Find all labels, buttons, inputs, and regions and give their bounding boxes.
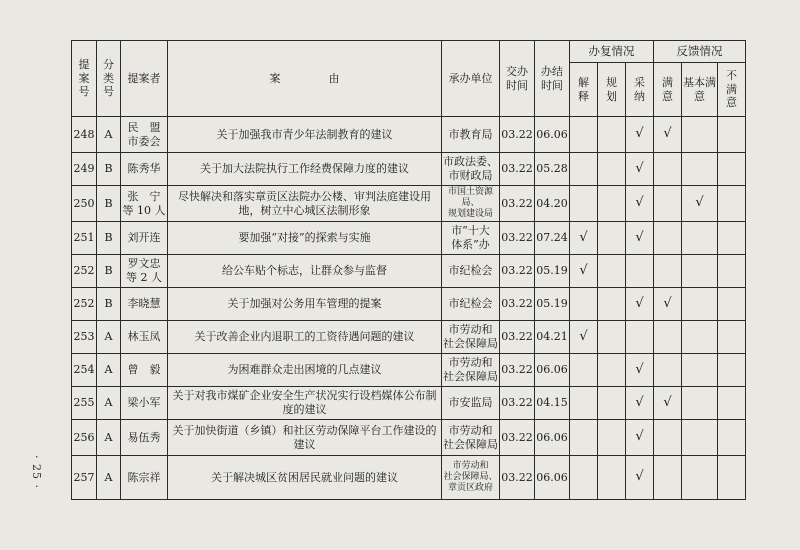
cell-mark-unsatisfied: [718, 387, 746, 420]
cell-line: 市劳动和: [448, 423, 493, 437]
cell-id: 252: [72, 288, 97, 321]
table-row: [72, 354, 746, 387]
cell-category: A: [97, 420, 121, 456]
cell-mark-explain: [570, 153, 598, 186]
header-done: 办结 时间: [535, 41, 570, 117]
cell-line: 刘开连: [127, 231, 161, 245]
cell-mark-plan: [598, 354, 626, 387]
cell-mark-basic: [682, 354, 718, 387]
cell-line: 林玉凤: [127, 330, 161, 344]
table-row: [72, 387, 746, 420]
cell-category: B: [97, 255, 121, 288]
cell-proposer: [121, 255, 168, 288]
cell-line: 陈宗祥: [127, 470, 161, 484]
cell-case: 关于加强我市青少年法制教育的建议: [168, 117, 442, 153]
cell-line: 市纪检会: [448, 297, 493, 311]
cell-done: 05.19: [535, 255, 570, 288]
cell-mark-plan: [598, 153, 626, 186]
header-row-top: [72, 41, 746, 63]
cell-unit: [442, 354, 500, 387]
header-id: 提 案 号: [72, 41, 97, 117]
cell-unit: [442, 288, 500, 321]
cell-done: 06.06: [535, 117, 570, 153]
cell-mark-adopt: √: [626, 420, 654, 456]
cell-id: 251: [72, 222, 97, 255]
cell-mark-unsatisfied: [718, 117, 746, 153]
cell-unit: [442, 387, 500, 420]
header-case: 案由: [168, 41, 442, 117]
cell-line: 梁小军: [127, 396, 161, 410]
cell-done: 04.20: [535, 186, 570, 222]
cell-mark-unsatisfied: [718, 354, 746, 387]
cell-mark-adopt: √: [626, 288, 654, 321]
cell-mark-satisfied: [654, 321, 682, 354]
cell-mark-adopt: √: [626, 354, 654, 387]
cell-mark-adopt: √: [626, 222, 654, 255]
cell-case: 关于解决城区贫困居民就业问题的建议: [168, 456, 442, 500]
cell-line: 规划建设局: [447, 209, 493, 220]
cell-line: 等 2 人: [126, 271, 162, 284]
cell-category: A: [97, 354, 121, 387]
table-body: [72, 117, 746, 500]
cell-id: 255: [72, 387, 97, 420]
cell-proposer: [121, 456, 168, 500]
cell-mark-plan: [598, 420, 626, 456]
cell-line: 曾 毅: [127, 363, 161, 377]
cell-id: 254: [72, 354, 97, 387]
cell-line: 市劳动和: [452, 460, 489, 471]
cell-line: 罗文忠: [127, 257, 161, 271]
cell-handover: 03.22: [500, 153, 535, 186]
cell-case: 关于加大法院执行工作经费保障力度的建议: [168, 153, 442, 186]
cell-mark-basic: [682, 153, 718, 186]
cell-mark-unsatisfied: [718, 186, 746, 222]
header-handover: 交办 时间: [500, 41, 535, 117]
header-feedback-group: 反馈情况: [654, 41, 746, 63]
cell-done: 06.06: [535, 354, 570, 387]
cell-handover: 03.22: [500, 354, 535, 387]
cell-mark-adopt: √: [626, 117, 654, 153]
cell-proposer: [121, 354, 168, 387]
cell-proposer: [121, 186, 168, 222]
cell-done: 07.24: [535, 222, 570, 255]
cell-proposer: [121, 321, 168, 354]
cell-case: 尽快解决和落实章贡区法院办公楼、审判法庭建设用地，树立中心城区法制形象: [168, 186, 442, 222]
cell-proposer: [121, 288, 168, 321]
header-reply-group: 办复情况: [570, 41, 654, 63]
header-satisfied: 满 意: [654, 63, 682, 117]
cell-mark-unsatisfied: [718, 456, 746, 500]
proposal-table: [71, 40, 746, 500]
cell-mark-satisfied: [654, 255, 682, 288]
cell-mark-basic: [682, 420, 718, 456]
cell-line: 李晓慧: [127, 297, 161, 311]
cell-mark-satisfied: [654, 354, 682, 387]
cell-unit: [442, 456, 500, 500]
cell-mark-explain: [570, 456, 598, 500]
cell-mark-basic: [682, 288, 718, 321]
cell-id: 250: [72, 186, 97, 222]
cell-mark-basic: [682, 387, 718, 420]
cell-mark-satisfied: [654, 186, 682, 222]
header-explain: 解 释: [570, 63, 598, 117]
table-row: [72, 420, 746, 456]
table-row: [72, 222, 746, 255]
cell-unit: [442, 153, 500, 186]
cell-category: A: [97, 456, 121, 500]
cell-line: 市“十大: [451, 224, 490, 238]
table-row: [72, 186, 746, 222]
cell-mark-unsatisfied: [718, 288, 746, 321]
cell-line: 市政法委、: [443, 155, 498, 169]
cell-done: 04.21: [535, 321, 570, 354]
cell-category: B: [97, 288, 121, 321]
cell-handover: 03.22: [500, 186, 535, 222]
table-row: [72, 288, 746, 321]
cell-unit: [442, 117, 500, 153]
cell-unit: [442, 255, 500, 288]
cell-done: 05.28: [535, 153, 570, 186]
cell-mark-unsatisfied: [718, 255, 746, 288]
cell-line: 陈秀华: [127, 162, 161, 176]
cell-mark-explain: √: [570, 321, 598, 354]
cell-proposer: [121, 153, 168, 186]
table-row: [72, 153, 746, 186]
cell-category: A: [97, 321, 121, 354]
cell-mark-satisfied: √: [654, 387, 682, 420]
cell-line: 民 盟: [127, 120, 161, 134]
cell-case: 要加强“对接”的探索与实施: [168, 222, 442, 255]
cell-handover: 03.22: [500, 387, 535, 420]
cell-mark-explain: √: [570, 222, 598, 255]
cell-case: 给公车贴个标志，让群众参与监督: [168, 255, 442, 288]
header-unit: 承办单位: [442, 41, 500, 117]
cell-handover: 03.22: [500, 117, 535, 153]
cell-category: A: [97, 387, 121, 420]
cell-mark-basic: [682, 222, 718, 255]
cell-mark-plan: [598, 117, 626, 153]
cell-mark-unsatisfied: [718, 321, 746, 354]
cell-mark-plan: [598, 321, 626, 354]
cell-mark-plan: [598, 186, 626, 222]
cell-mark-explain: [570, 387, 598, 420]
cell-line: 市财政局: [448, 169, 493, 182]
cell-line: 体系”办: [451, 238, 490, 251]
cell-mark-adopt: √: [626, 153, 654, 186]
cell-mark-basic: [682, 456, 718, 500]
cell-unit: [442, 222, 500, 255]
cell-line: 张 宁: [127, 189, 161, 203]
cell-mark-explain: √: [570, 255, 598, 288]
page-number: · 25 ·: [30, 455, 43, 489]
cell-mark-adopt: [626, 321, 654, 354]
cell-unit: [442, 186, 500, 222]
cell-line: 社会保障局: [443, 370, 498, 383]
header-unsatisfied: 不 满 意: [718, 63, 746, 117]
cell-id: 256: [72, 420, 97, 456]
cell-line: 市劳动和: [448, 356, 493, 370]
cell-mark-explain: [570, 288, 598, 321]
cell-line: 市委会: [127, 134, 161, 148]
cell-proposer: [121, 387, 168, 420]
cell-mark-adopt: √: [626, 186, 654, 222]
cell-id: 253: [72, 321, 97, 354]
cell-line: 市纪检会: [448, 264, 493, 278]
cell-line: 章贡区政府: [447, 483, 493, 494]
cell-mark-plan: [598, 456, 626, 500]
cell-line: 社会保障局: [443, 437, 498, 451]
cell-done: 04.15: [535, 387, 570, 420]
cell-proposer: [121, 222, 168, 255]
cell-done: 06.06: [535, 420, 570, 456]
cell-handover: 03.22: [500, 456, 535, 500]
table-row: [72, 456, 746, 500]
cell-mark-explain: [570, 186, 598, 222]
cell-id: 248: [72, 117, 97, 153]
header-adopt: 采 纳: [626, 63, 654, 117]
cell-mark-satisfied: [654, 456, 682, 500]
cell-mark-basic: [682, 117, 718, 153]
cell-case: 关于对我市煤矿企业安全生产状况实行设档媒体公布制度的建议: [168, 387, 442, 420]
cell-line: 市安监局: [448, 396, 493, 410]
table-row: [72, 255, 746, 288]
cell-mark-basic: √: [682, 186, 718, 222]
cell-line: 社会保障局: [443, 337, 498, 350]
cell-unit: [442, 420, 500, 456]
cell-line: 等 10 人: [122, 203, 166, 217]
cell-mark-adopt: √: [626, 456, 654, 500]
cell-mark-plan: [598, 222, 626, 255]
cell-line: 市劳动和: [448, 323, 493, 337]
cell-handover: 03.22: [500, 288, 535, 321]
cell-mark-unsatisfied: [718, 153, 746, 186]
cell-handover: 03.22: [500, 321, 535, 354]
cell-line: 易伍秀: [127, 430, 161, 444]
cell-mark-explain: [570, 420, 598, 456]
cell-proposer: [121, 117, 168, 153]
cell-category: B: [97, 222, 121, 255]
cell-mark-basic: [682, 321, 718, 354]
cell-mark-explain: [570, 354, 598, 387]
cell-done: 05.19: [535, 288, 570, 321]
cell-mark-satisfied: √: [654, 288, 682, 321]
cell-category: B: [97, 153, 121, 186]
cell-line: 市教育局: [448, 127, 493, 141]
cell-case: 关于加快街道（乡镇）和社区劳动保障平台工作建设的建议: [168, 420, 442, 456]
cell-case: 关于改善企业内退职工的工资待遇问题的建议: [168, 321, 442, 354]
cell-case: 关于加强对公务用车管理的提案: [168, 288, 442, 321]
header-basically-satisfied: 基本满 意: [682, 63, 718, 117]
cell-mark-adopt: [626, 255, 654, 288]
cell-mark-plan: [598, 387, 626, 420]
cell-mark-satisfied: [654, 222, 682, 255]
cell-id: 257: [72, 456, 97, 500]
cell-mark-adopt: √: [626, 387, 654, 420]
header-plan: 规 划: [598, 63, 626, 117]
cell-category: B: [97, 186, 121, 222]
cell-id: 249: [72, 153, 97, 186]
header-category: 分 类 号: [97, 41, 121, 117]
cell-mark-satisfied: [654, 420, 682, 456]
cell-mark-unsatisfied: [718, 222, 746, 255]
cell-mark-basic: [682, 255, 718, 288]
cell-mark-unsatisfied: [718, 420, 746, 456]
cell-line: 市国土资源局、: [447, 186, 493, 208]
cell-handover: 03.22: [500, 222, 535, 255]
cell-id: 252: [72, 255, 97, 288]
cell-mark-satisfied: [654, 153, 682, 186]
table-row: [72, 321, 746, 354]
cell-unit: [442, 321, 500, 354]
cell-handover: 03.22: [500, 255, 535, 288]
cell-line: 社会保障局、: [443, 471, 498, 482]
cell-proposer: [121, 420, 168, 456]
cell-mark-plan: [598, 288, 626, 321]
cell-mark-plan: [598, 255, 626, 288]
cell-mark-explain: [570, 117, 598, 153]
cell-done: 06.06: [535, 456, 570, 500]
cell-case: 为困难群众走出困境的几点建议: [168, 354, 442, 387]
cell-handover: 03.22: [500, 420, 535, 456]
cell-category: A: [97, 117, 121, 153]
header-proposer: 提案者: [121, 41, 168, 117]
table-row: [72, 117, 746, 153]
cell-mark-satisfied: √: [654, 117, 682, 153]
